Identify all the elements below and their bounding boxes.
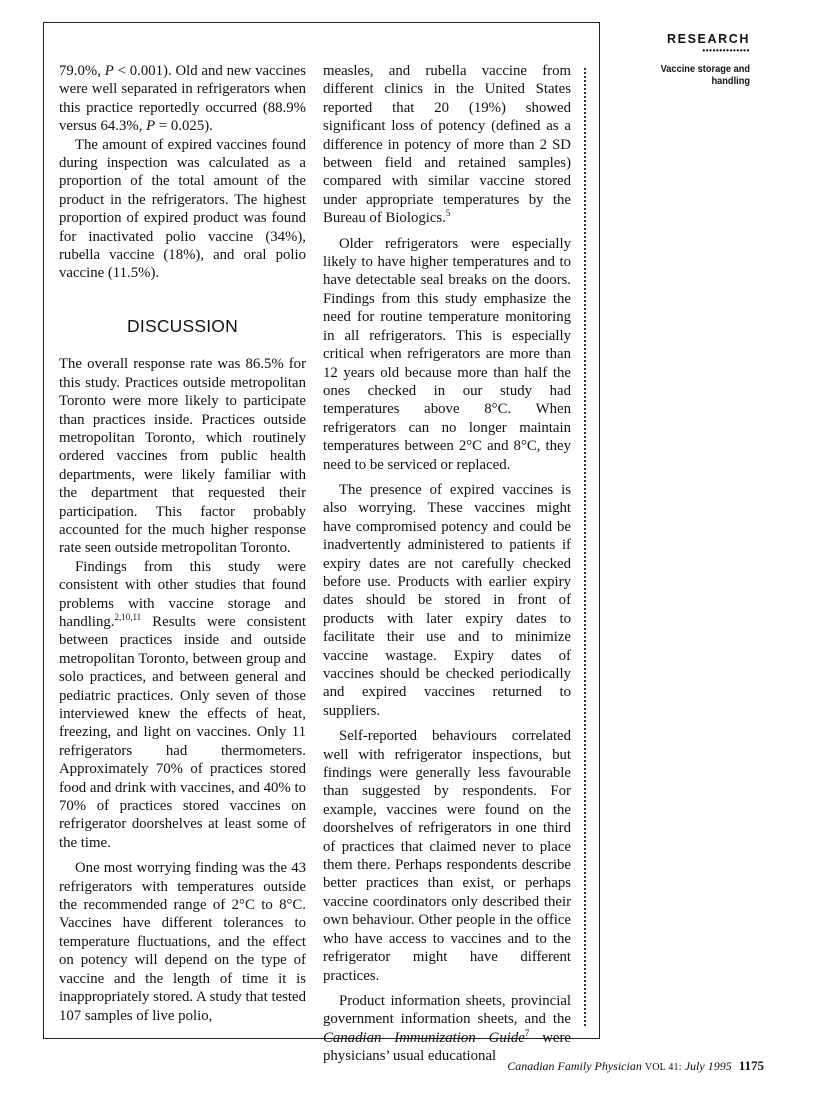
reference-superscript: 5 — [445, 208, 451, 219]
page-number: 1175 — [738, 1058, 764, 1073]
paragraph: Older refrigerators were especially likely to have higher temperatures and to have detectable seal breaks on the doors. Findings from this study emphasize the need for routine temperature monitoring in all refrigerators. This is especially critical when refrigerators are more than 12 years old because more than half the ones checked in our study had temperatures above 8°C. When refrigerators can no longer maintain temperatures between 2°C and 8°C, they need to be serviced or replaced. — [323, 235, 571, 473]
running-topic: Vaccine storage and handling — [660, 63, 750, 87]
page-footer — [507, 1058, 764, 1074]
section-heading: DISCUSSION — [127, 315, 238, 336]
reference-superscript: 7 — [524, 1027, 530, 1038]
guide-title: Canadian Immunization Guide — [323, 1029, 525, 1046]
section-label: RESEARCH — [667, 32, 750, 46]
paragraph: 79.0%, P < 0.001). Old and new vaccines were well separated in refrigerators when this practice reportedly occurred (88.9% versus 64.3%, P = 0.025). — [59, 63, 307, 135]
text-column-left — [59, 62, 306, 1025]
issue-date: July 1995 — [684, 1059, 732, 1073]
volume-label: VOL 41: — [644, 1062, 682, 1073]
journal-name: Canadian Family Physician — [507, 1059, 642, 1073]
reference-superscript: 2,10,11 — [114, 612, 142, 623]
paragraph: Findings from this study were consistent with other studies that found problems with vaccine storage and handling.$^{2,10,11}$ Results were consistent between practices inside and outside metropolitan Toronto, between group and solo practices, and between general and pediatric practices. Only seven of those interviewed knew the effects of heat, freezing, and light on vaccines. Only 11 refrigerators had thermometers. Approximately 70% of practices stored food and drink with vaccines, and 40% to 70% of practices stored vaccines on refrigerator doorshelves at least some of the time. — [59, 558, 306, 851]
text-column-right — [323, 62, 571, 1066]
section-dots: •••••••••••••• — [702, 47, 750, 55]
paragraph: The amount of expired vaccines found during inspection was calculated as a proportion of the total amount of the product in the refrigerators. The highest proportion of expired product was found for inactivated polio vaccine (34%), rubella vaccine (18%), and oral polio vaccine (11.5%). — [59, 136, 306, 282]
paragraph: The presence of expired vaccines is also worrying. These vaccines might have compromised potency and could be inadvertently administered to patients if expiry dates are not carefully checked before use. Products with earlier expiry dates should be stored in front of products with later expiry dates to facilitate their use and to minimize vaccine wastage. Expiry dates of vaccines should be checked periodically and expired vaccines returned to suppliers. — [323, 481, 571, 719]
paragraph: The overall response rate was 86.5% for this study. Practices outside metropolitan Toronto were more likely to participate than practices inside. Practices outside metropolitan Toronto, which routinely ordered vaccines from public health departments, were likely familiar with the department that requested their participation. This factor probably accounted for the much higher response rate seen outside metropolitan Toronto. — [59, 356, 306, 557]
paragraph: Self-reported behaviours correlated well with refrigerator inspections, but findings were generally less favourable than suggested by respondents. For example, vaccines were found on the doorshelves of refrigerators in one third of practices that claimed never to place them there. Perhaps respondents describe better practices than exist, or perhaps vaccine coordinators only described their own behaviour. Other people in the office who have access to vaccines and to the refrigerator might have different practices. — [323, 728, 571, 984]
paragraph: measles, and rubella vaccine from different clinics in the United States reported that 20 (19%) showed significant loss of potency (defined as a difference in potency of more than 2 SD between field and retained samples) compared with similar vaccine stored under appropriate temperatures by the Bureau of Biologics.$^5$ — [323, 63, 571, 227]
paragraph: One most worrying finding was the 43 refrigerators with temperatures outside the recommended range of 2°C to 8°C. Vaccines have different tolerances to temperature fluctuations, and the effect on potency will depend on the type of vaccine and the length of time it is inappropriately stored. A study that tested 107 samples of live polio, — [59, 860, 306, 1024]
dotted-rule — [584, 68, 586, 1026]
paragraph: Product information sheets, provincial government information sheets, and the Canadian Immunization Guide$^7$ were physicians’ usual educational — [323, 992, 571, 1065]
